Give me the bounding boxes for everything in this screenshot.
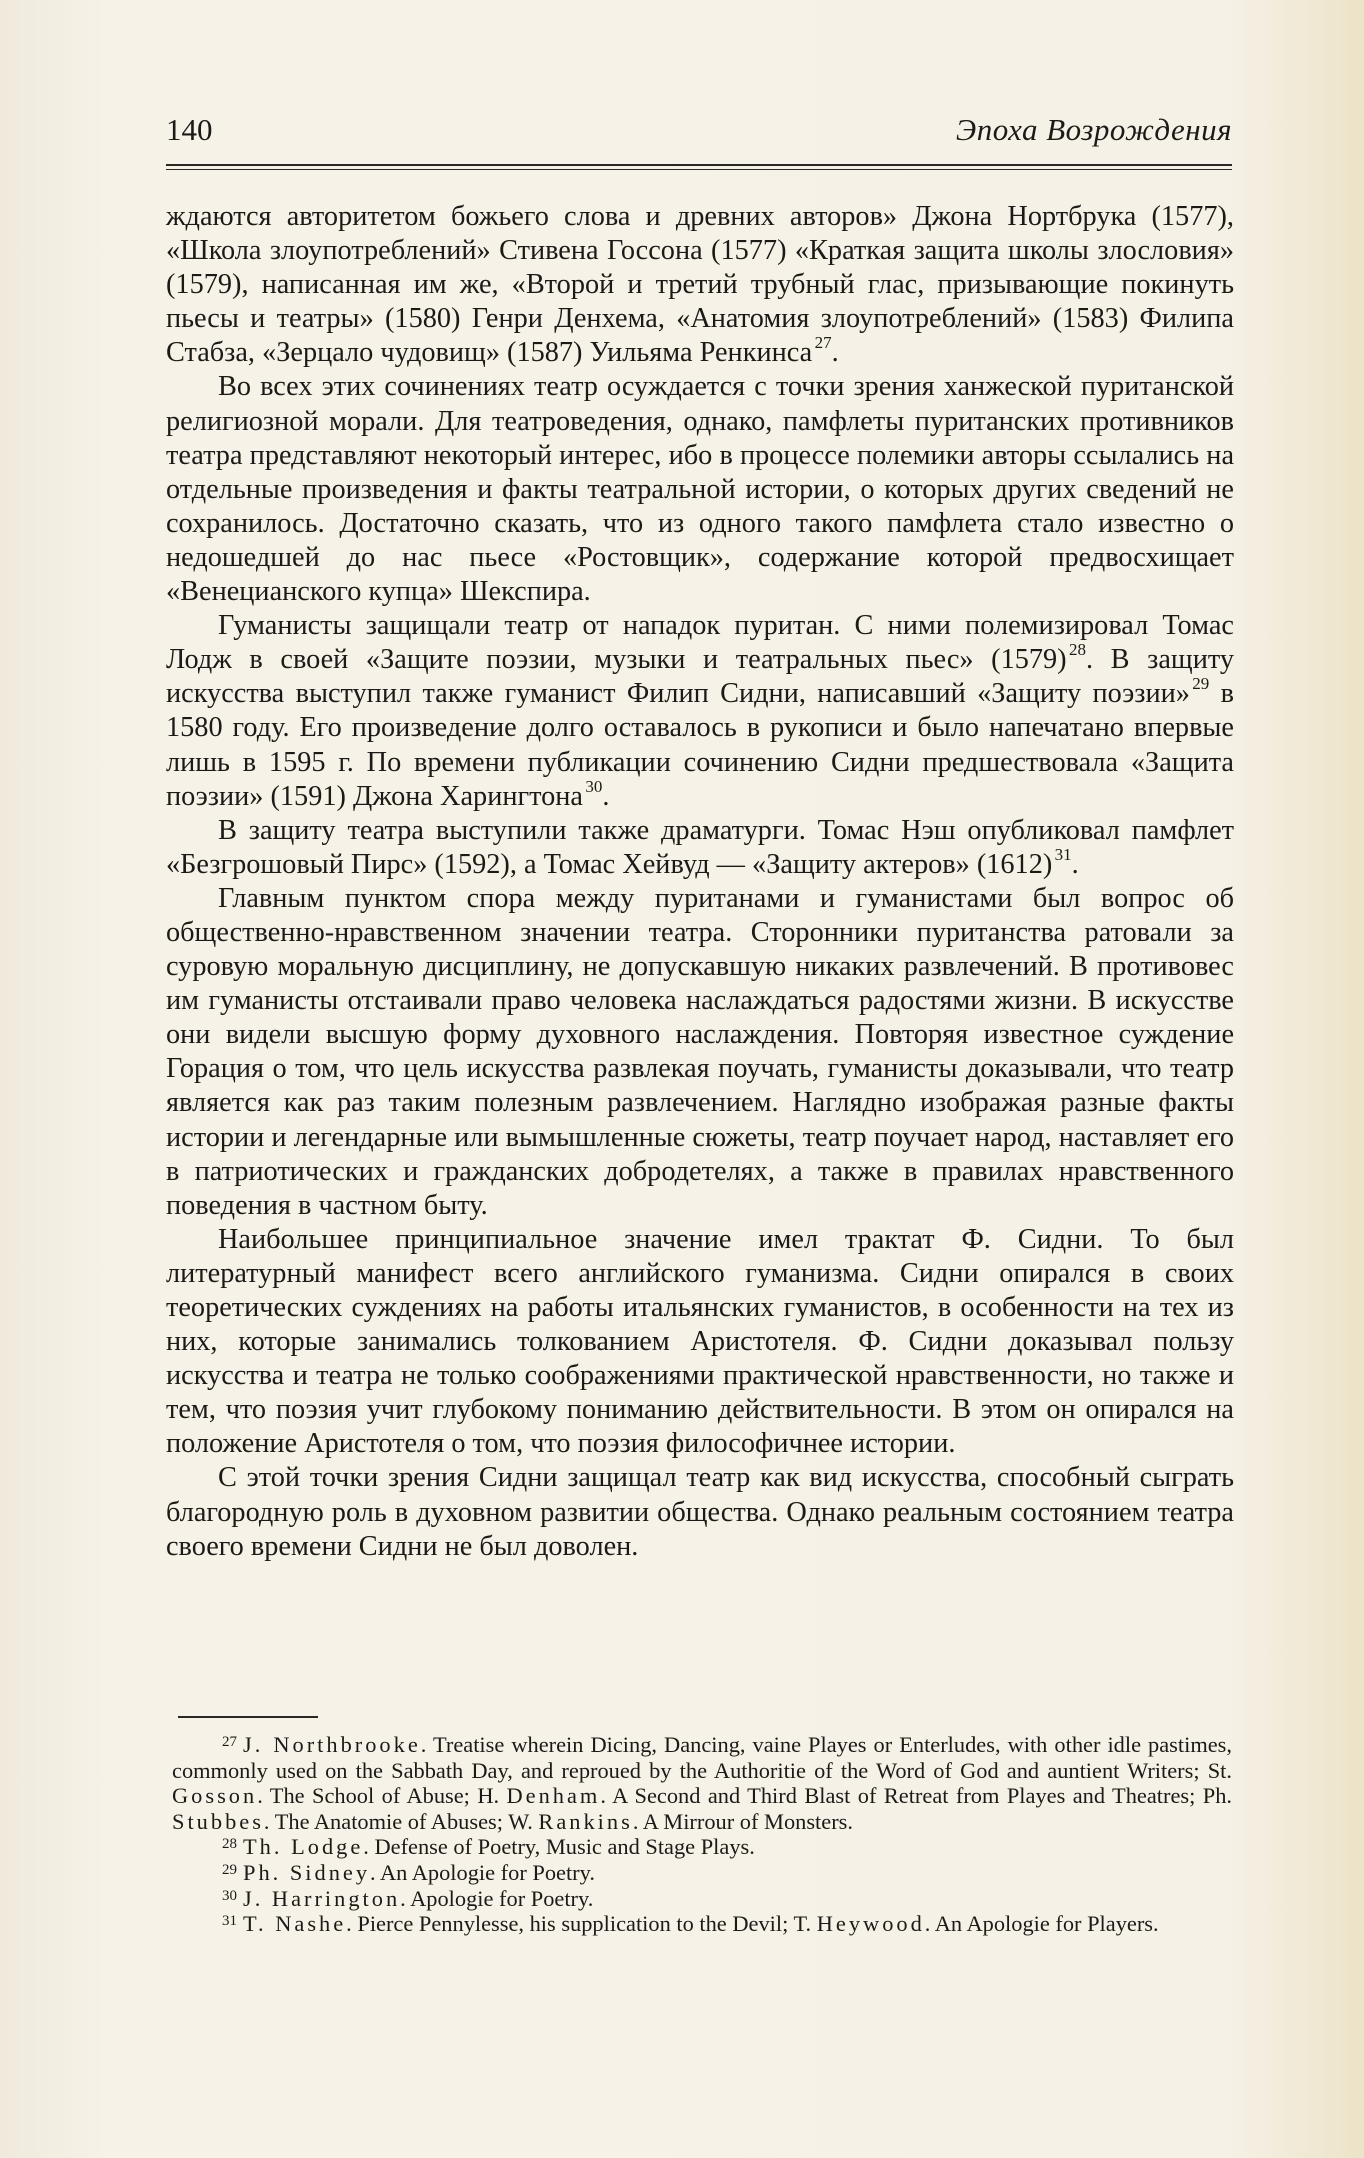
paragraph-text: Гуманисты защищали театр от нападок пуритан. С ними полемизировал Томас Лодж в своей «Защите поэзии, музыки и театральных пьес» (1579) bbox=[166, 610, 1234, 676]
paragraph-text: С этой точки зрения Сидни защищал театр как вид искусства, способный сыграть благородную роль в духовном развитии общества. Однако реальным состоянием театра своего времени Сидни не был доволен. bbox=[166, 1462, 1234, 1562]
footnote-text: . Treatise wherein Dicing, Dancing, vaine Playes or Enterludes, with other idle pastimes, commonly used on the Sabbath Day, and reproued by the Authoritie of the Word of God and auntient Writers; St. bbox=[172, 1732, 1232, 1783]
footnote-number: 27 bbox=[222, 1734, 237, 1750]
paragraph bbox=[166, 882, 1234, 1223]
paragraph bbox=[166, 814, 1234, 882]
footnote-ref: 27 bbox=[814, 333, 832, 353]
paragraph bbox=[166, 1223, 1234, 1462]
footnote bbox=[172, 1860, 1232, 1886]
footnote bbox=[172, 1886, 1232, 1912]
paragraph-text: В защиту театра выступили также драматурги. Томас Нэш опубликовал памфлет «Безгрошовый Пирс» (1592), а Томас Хейвуд — «Защиту актеров» (1612) bbox=[166, 814, 1234, 880]
paragraph-tail: . bbox=[831, 337, 839, 369]
footnote-text: . The School of Abuse; H. bbox=[257, 1783, 507, 1809]
footnote-ref: 31 bbox=[1054, 844, 1072, 864]
page-header bbox=[166, 112, 1232, 158]
footnote-rule bbox=[178, 1716, 318, 1718]
footnote-author: Ph. Sidney bbox=[243, 1859, 371, 1885]
footnote-ref: 30 bbox=[585, 776, 603, 796]
footnote-text: . An Apologie for Players. bbox=[924, 1911, 1159, 1937]
footnote-ref: 28 bbox=[1068, 640, 1086, 660]
paragraph-text: . В защиту искусства выступил также гуманист Филип Сидни, написавший «Защиту поэзии» bbox=[166, 644, 1234, 710]
running-title: Эпоха Возрождения bbox=[955, 112, 1232, 147]
footnote-text: . A Second and Third Blast of Retreat from Playes and Theatres; Ph. bbox=[600, 1783, 1232, 1809]
footnote-author: J. Harrington bbox=[243, 1885, 401, 1911]
footnote bbox=[172, 1834, 1232, 1860]
paragraph-text: Во всех этих сочинениях театр осуждается с точки зрения ханжеской пуританской религиозной морали. Для театроведения, однако, памфлеты пуританских противников театра представляют некоторый интерес, ибо в процессе полемики авторы ссылались на отдельные произведения и факты театральной истории, о которых других сведений не сохранилось. Достаточно сказать, что из одного такого памфлета стало известно о недошедшей до нас пьесе «Ростовщик», содержание которой предвосхищает «Венецианского купца» Шекспира. bbox=[166, 371, 1234, 608]
footnote-text: . The Anatomie of Abuses; W. bbox=[263, 1808, 539, 1834]
footnote-number: 29 bbox=[222, 1861, 237, 1878]
paragraph-text: Наибольшее принципиальное значение имел трактат Ф. Сидни. То был литературный манифест всего английского гуманизма. Сидни опирался в своих теоретических суждениях на работы итальянских гуманистов, в особенности на тех из них, которые занимались толкованием Аристотеля. Ф. Сидни доказывал пользу искусства и театра не только соображениями практической нравственности, но также и тем, что поэзия учит глубокому пониманию действительности. В этом он опирался на положение Аристотеля о том, что поэзия философичнее истории. bbox=[166, 1223, 1234, 1460]
main-text bbox=[166, 200, 1234, 1564]
footnotes bbox=[172, 1732, 1232, 1937]
paragraph-tail: . bbox=[1071, 848, 1079, 880]
footnote-ref: 29 bbox=[1192, 674, 1210, 694]
footnote bbox=[172, 1732, 1232, 1834]
footnote-author: Stubbes bbox=[172, 1808, 264, 1834]
header-rule bbox=[166, 164, 1232, 170]
footnote-author: J. Northbrooke bbox=[243, 1732, 421, 1757]
footnote-number: 31 bbox=[222, 1913, 237, 1930]
footnote-author: Denham bbox=[506, 1783, 601, 1809]
footnote-number: 30 bbox=[222, 1887, 237, 1904]
footnote-text: . Apologie for Poetry. bbox=[400, 1885, 594, 1911]
footnote-text: . An Apologie for Poetry. bbox=[370, 1859, 595, 1885]
paragraph-text: ждаются авторитетом божьего слова и древних авторов» Джона Нортбрука (1577), «Школа злоупотреблений» Стивена Госсона (1577) «Краткая защита школы злословия» (1579), написанная им же, «Второй и третий трубный глас, призывающие покинуть пьесы и театры» (1580) Генри Денхема, «Анатомия злоупотреблений» (1583) Филипа Стабза, «Зерцало чудовищ» (1587) Уильяма Ренкинса bbox=[166, 201, 1234, 369]
footnote-author: Th. Lodge bbox=[243, 1834, 364, 1860]
page-number: 140 bbox=[166, 112, 213, 147]
paragraph-tail: . bbox=[602, 780, 610, 812]
footnote-text: . Defense of Poetry, Music and Stage Plays. bbox=[363, 1834, 755, 1860]
paragraph bbox=[166, 200, 1234, 370]
footnote-text: . Pierce Pennylesse, his supplication to the Devil; T. bbox=[346, 1911, 817, 1937]
footnote-author: T. Nashe bbox=[243, 1911, 347, 1937]
footnote-number: 28 bbox=[222, 1836, 237, 1853]
paragraph bbox=[166, 609, 1234, 814]
footnote-author: Heywood bbox=[816, 1911, 925, 1937]
paragraph-text: Главным пунктом спора между пуританами и гуманистами был вопрос об общественно-нравственном значении театра. Сторонники пуританства ратовали за суровую моральную дисциплину, не допускавшую никаких развлечений. В противовес им гуманисты отстаивали право человека наслаждаться радостями жизни. В искусстве они видели высшую форму духовного наслаждения. Повторяя известное суждение Горация о том, что цель искусства развлекая поучать, гуманисты доказывали, что театр является как раз таким полезным развлечением. Наглядно изображая разные факты истории и легендарные или вымышленные сюжеты, театр поучает народ, наставляет его в патриотических и гражданских добродетелях, а также в правилах нравственного поведения в частном быту. bbox=[166, 882, 1234, 1221]
footnote-author: Rankins bbox=[538, 1808, 633, 1834]
paragraph bbox=[166, 1461, 1234, 1563]
paragraph-text: в 1580 году. Его произведение долго оставалось в рукописи и было напечатано впервые лишь в 1595 г. По времени публикации сочинению Сидни предшествовала «Защита поэзии» (1591) Джона Харингтона bbox=[166, 678, 1235, 812]
paragraph bbox=[166, 370, 1234, 609]
footnote-author: Gosson bbox=[172, 1783, 258, 1809]
footnote-text: . A Mirrour of Monsters. bbox=[632, 1808, 853, 1834]
footnote bbox=[172, 1911, 1232, 1937]
